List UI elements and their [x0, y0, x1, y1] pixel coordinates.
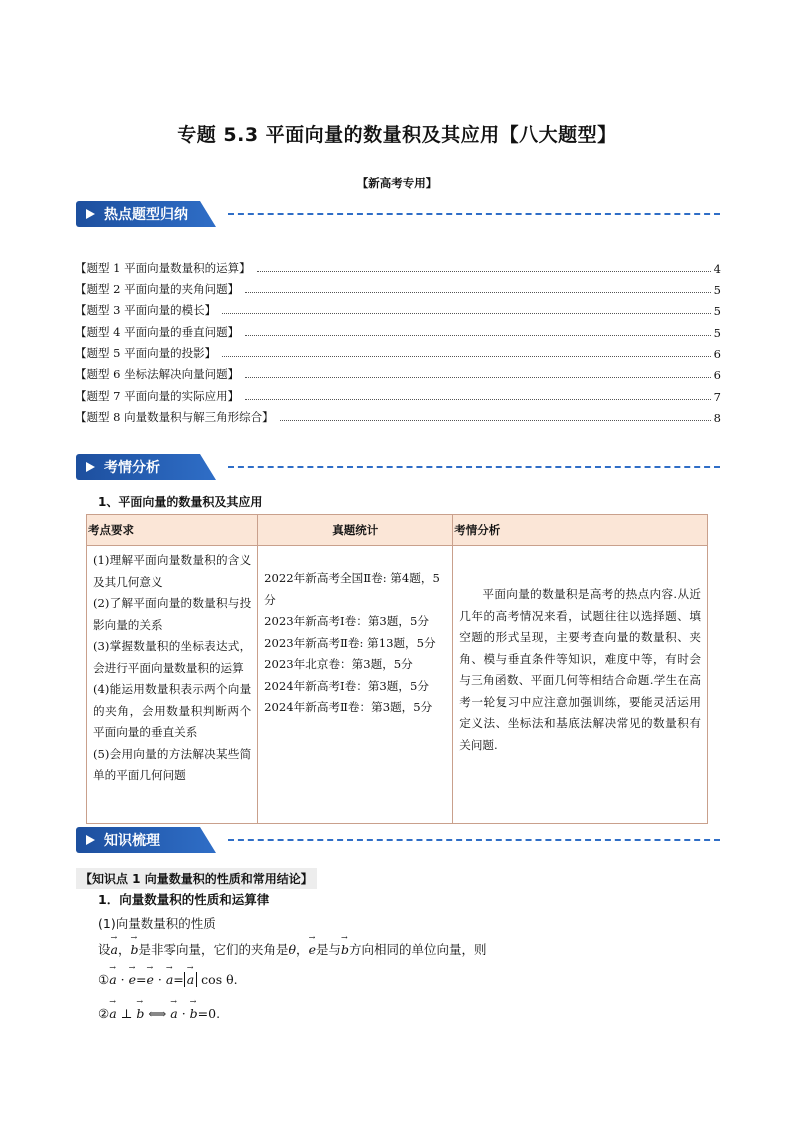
requirement-item: (3)掌握数量积的坐标表达式，会进行平面向量数量积的运算 [93, 639, 252, 675]
banner-label: 考情分析 [104, 460, 160, 476]
vector-a: → a [170, 1006, 177, 1021]
toc-page: 6 [713, 347, 721, 361]
table-header: 考情分析 [453, 515, 708, 546]
toc-page: 5 [713, 304, 721, 318]
toc-page: 6 [713, 368, 721, 382]
play-icon [86, 835, 95, 845]
toc-leader [222, 356, 711, 357]
toc-label: 【题型 1 平面向量数量积的运算】 [75, 261, 251, 275]
text: 设 [98, 942, 111, 957]
banner-exam-analysis [76, 454, 720, 480]
dot-operator: · [153, 972, 166, 987]
dot-operator: · [116, 972, 129, 987]
vector-a: → a [109, 972, 116, 987]
dashed-divider [228, 839, 720, 841]
requirements-cell [87, 546, 258, 824]
text: 是非零向量，它们的夹角是 [138, 942, 289, 957]
item-number: ② [98, 1006, 110, 1021]
kp-heading: 1．向量数量积的性质和运算律 [98, 892, 270, 907]
analysis-cell [453, 546, 708, 824]
vector-b: → b [341, 942, 349, 957]
toc-page: 7 [713, 390, 721, 404]
equals: = [173, 972, 184, 987]
dot-operator: · [177, 1006, 190, 1021]
perp-symbol: ⊥ [116, 1006, 137, 1021]
stat-item: 2024年新高考Ⅰ卷：第3题，5分 [264, 678, 429, 693]
dashed-divider [228, 213, 720, 215]
analysis-text: 平面向量的数量积是高考的热点内容.从近几年的高考情况来看，试题往往以选择题、填空题的形式呈现，主要考查向量的数量积、夹角、模与垂直条件等知识，难度中等，有时会与三角函数、平面几何等相结合命题.学生在高考一轮复习中应注意加强训练，要能灵活运用定义法、坐标法和基底法解决常见的数量积有关问题. [459, 587, 701, 752]
play-icon [86, 462, 95, 472]
toc-leader [245, 377, 711, 378]
toc-label: 【题型 6 坐标法解决向量问题】 [75, 367, 240, 381]
requirement-item: (2)了解平面向量的数量积与投影向量的关系 [93, 596, 252, 632]
toc-page: 5 [713, 283, 721, 297]
requirement-item: (1)理解平面向量数量积的含义及其几何意义 [93, 553, 252, 589]
page-subtitle: 【新高考专用】 [356, 176, 438, 190]
toc-item[interactable] [75, 300, 721, 318]
formula-1 [98, 972, 238, 987]
text: 是与 [315, 942, 341, 957]
toc-page: 8 [713, 411, 721, 425]
text: ， [296, 942, 309, 957]
stat-item: 2024年新高考Ⅱ卷：第3题，5分 [264, 700, 433, 714]
toc-label: 【题型 8 向量数量积与解三角形综合】 [75, 410, 274, 424]
iff-arrow: ⟺ [144, 1006, 171, 1021]
stat-item: 2022年新高考全国Ⅱ卷: 第4题，5分 [264, 571, 440, 607]
toc-leader [245, 292, 711, 293]
theta-symbol: θ [288, 942, 297, 957]
text: ， [117, 942, 131, 957]
vector-e: → e [309, 942, 316, 957]
vector-b: → b [190, 1006, 198, 1021]
play-icon [86, 209, 95, 219]
formula-2 [98, 1006, 220, 1021]
vector-a: → a [166, 972, 173, 987]
item-number: ① [98, 972, 110, 987]
vector-e: → e [146, 972, 153, 987]
toc-item[interactable] [75, 343, 721, 361]
vector-a: → a [111, 942, 118, 957]
banner-label: 热点题型归纳 [104, 207, 188, 223]
toc-item[interactable] [75, 322, 721, 340]
kp-subheading: (1)向量数量积的性质 [98, 916, 216, 931]
toc-label: 【题型 7 平面向量的实际应用】 [75, 389, 240, 403]
cos-term: cos θ. [197, 972, 238, 987]
text: 方向相同的单位向量，则 [349, 942, 487, 957]
banner-label: 知识梳理 [104, 833, 160, 849]
toc-leader [280, 420, 711, 421]
toc-leader [257, 271, 711, 272]
toc-label: 【题型 3 平面向量的模长】 [75, 303, 217, 317]
toc-item[interactable] [75, 258, 721, 276]
stat-item: 2023年新高考Ⅰ卷：第3题，5分 [264, 614, 429, 628]
table-header: 考点要求 [87, 515, 258, 546]
absolute-value [184, 972, 197, 987]
text: =0. [197, 1006, 221, 1021]
toc-item[interactable] [75, 364, 721, 382]
vector-e: → e [129, 972, 136, 987]
page-title: 专题 5.3 平面向量的数量积及其应用【八大题型】 [177, 124, 617, 146]
knowledge-point-label: 【知识点 1 向量数量积的性质和常用结论】 [76, 868, 317, 889]
stat-item: 2023年新高考Ⅱ卷: 第13题，5分 [264, 635, 436, 650]
requirement-item: (5)会用向量的方法解决某些简单的平面几何问题 [93, 746, 252, 782]
vector-a: → a [187, 972, 194, 987]
toc-leader [245, 399, 711, 400]
banner-knowledge [76, 827, 720, 853]
toc-label: 【题型 5 平面向量的投影】 [75, 346, 217, 360]
toc-leader [245, 335, 711, 336]
table-header: 真题统计 [258, 515, 453, 546]
toc-page: 5 [713, 326, 721, 340]
toc-item[interactable] [75, 386, 721, 404]
toc-leader [222, 313, 711, 314]
toc-label: 【题型 4 平面向量的垂直问题】 [75, 325, 240, 339]
section-heading: 1、平面向量的数量积及其应用 [98, 495, 263, 509]
banner-hot-topics [76, 201, 720, 227]
vector-a: → a [109, 1006, 116, 1021]
equals: = [136, 972, 147, 987]
toc-page: 4 [713, 262, 721, 276]
exam-analysis-table [86, 514, 708, 824]
requirement-item: (4)能运用数量积表示两个向量的夹角，会用数量积判断两个平面向量的垂直关系 [93, 682, 252, 739]
toc-label: 【题型 2 平面向量的夹角问题】 [75, 282, 240, 296]
stats-cell [258, 546, 453, 824]
toc-item[interactable] [75, 407, 721, 425]
dashed-divider [228, 466, 720, 468]
vector-b: → b [130, 942, 138, 957]
vector-b: → b [136, 1006, 144, 1021]
stat-item: 2023年北京卷：第3题，5分 [264, 657, 413, 671]
property-line [98, 940, 487, 958]
toc-item[interactable] [75, 279, 721, 297]
